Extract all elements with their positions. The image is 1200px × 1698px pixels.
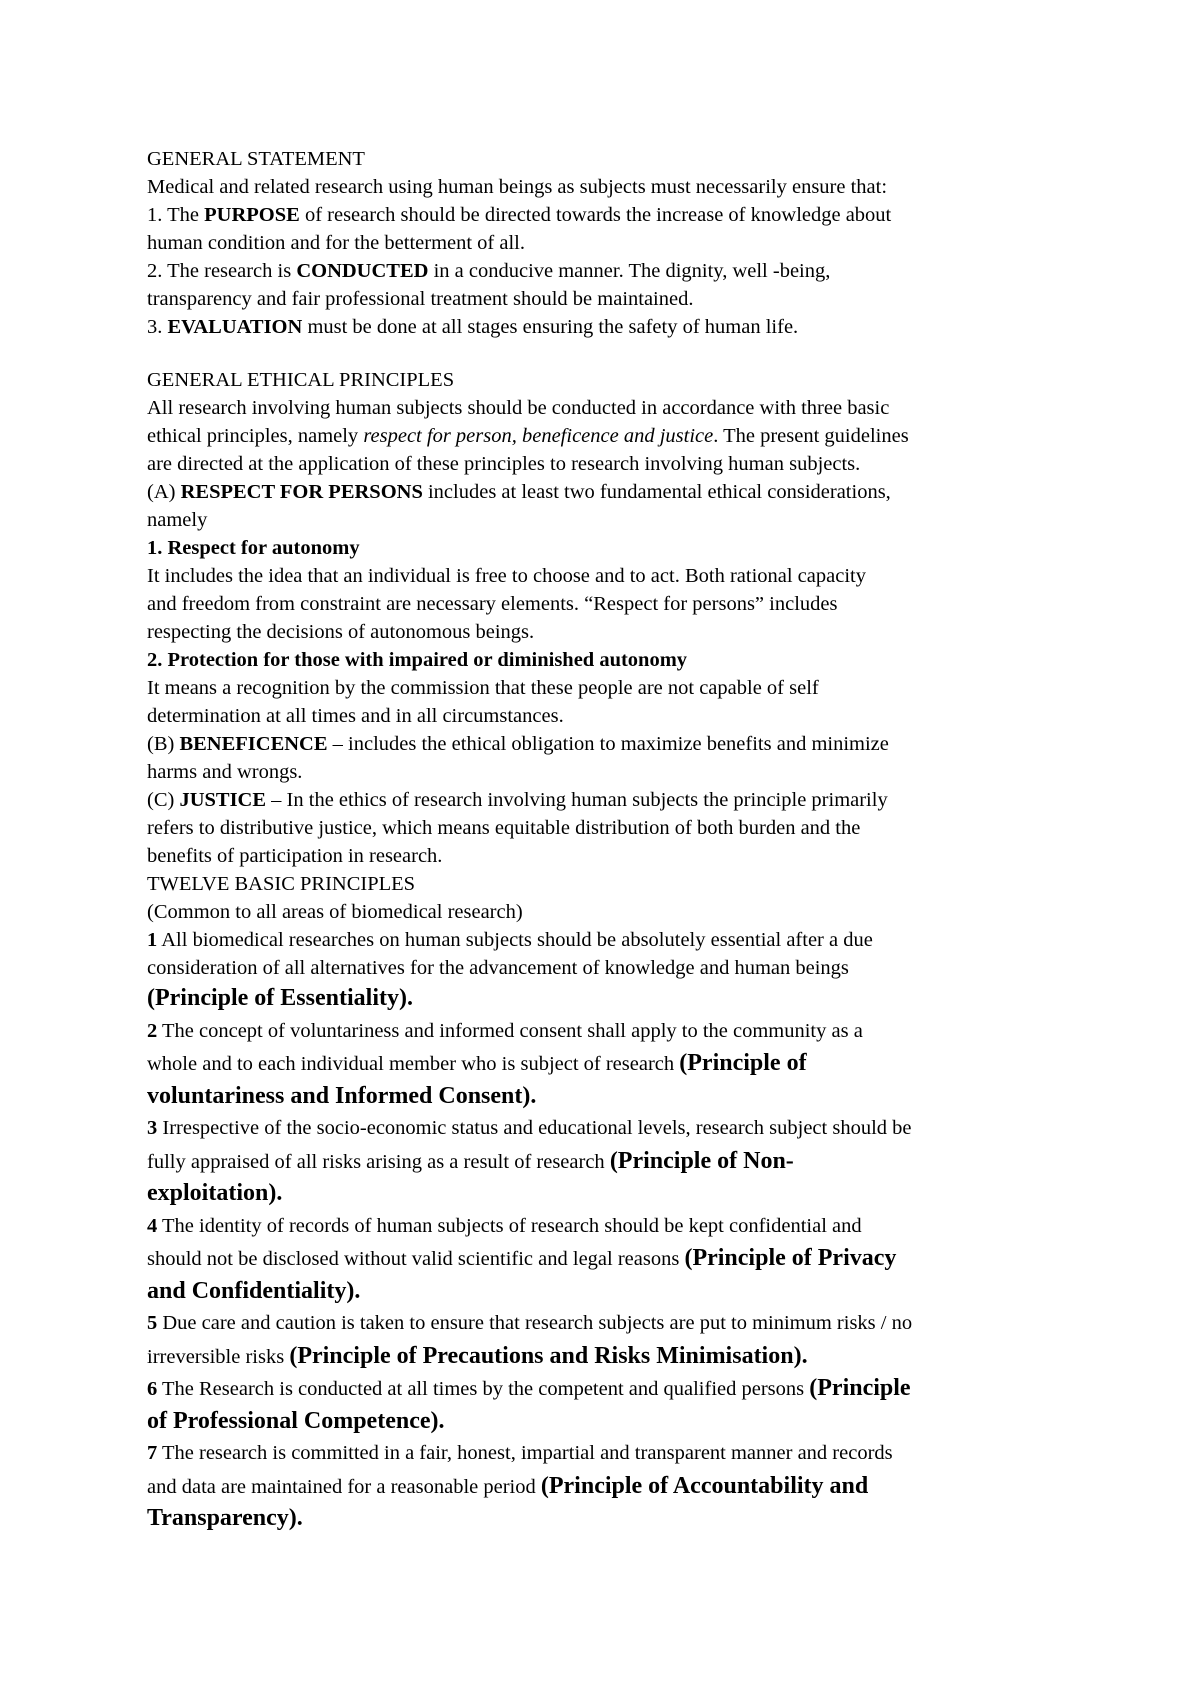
principle-name-line xyxy=(147,1275,1077,1308)
principle-number: 5 xyxy=(147,1312,158,1334)
paragraph-line: benefits of participation in research. xyxy=(147,845,443,867)
text-span: The identity of records of human subjects of research should be kept confidential and xyxy=(157,1214,862,1237)
text-span: 3. xyxy=(147,316,168,338)
principle-item xyxy=(147,1307,1077,1340)
paragraph-line: respecting the decisions of autonomous beings. xyxy=(147,621,535,643)
principle-item xyxy=(147,926,1077,954)
section-heading: TWELVE BASIC PRINCIPLES xyxy=(147,873,416,895)
subsection-heading: 1. Respect for autonomy xyxy=(147,537,360,559)
section-gap xyxy=(147,341,1077,366)
paragraph-line xyxy=(147,422,1077,450)
text-span: must be done at all stages ensuring the safety of human life. xyxy=(302,316,799,338)
principle-item xyxy=(147,1112,1077,1145)
text-span: – In the ethics of research involving human subjects the principle primarily xyxy=(266,789,888,811)
principle-name: (Principle of Essentiality). xyxy=(147,985,413,1011)
text-span: 1. The xyxy=(147,204,205,226)
text-span: (A) xyxy=(147,481,181,503)
principle-name-line xyxy=(147,982,1077,1015)
principle-item xyxy=(147,1437,1077,1470)
section-heading: GENERAL STATEMENT xyxy=(147,148,365,170)
text-span: fully appraised of all risks arising as a result of research xyxy=(147,1150,610,1173)
paragraph-line xyxy=(147,1242,1077,1275)
paragraph-line: All research involving human subjects should be conducted in accordance with three basic xyxy=(147,397,890,419)
key-term: PURPOSE xyxy=(204,204,300,226)
paragraph-line: human condition and for the betterment of all. xyxy=(147,232,525,254)
principle-name: voluntariness and Informed Consent). xyxy=(147,1082,537,1109)
principle-name: and Confidentiality). xyxy=(147,1277,361,1304)
principle-name: (Principle of Accountability and xyxy=(540,1472,869,1499)
principle-item xyxy=(147,1015,1077,1048)
text-span: irreversible risks xyxy=(147,1345,290,1368)
text-span: includes at least two fundamental ethical considerations, xyxy=(422,481,891,503)
list-item xyxy=(147,786,1077,814)
paragraph-line: Medical and related research using human beings as subjects must necessarily ensure that: xyxy=(147,176,888,198)
text-span: The Research is conducted at all times by the competent and qualified persons xyxy=(157,1378,810,1400)
text-span: (C) xyxy=(147,789,180,811)
principle-name: (Principle of Privacy xyxy=(684,1245,897,1271)
text-span: . The present guidelines xyxy=(713,425,909,447)
paragraph-line: harms and wrongs. xyxy=(147,761,303,783)
list-item xyxy=(147,478,1077,506)
text-span: whole and to each individual member who is subject of research xyxy=(147,1053,680,1075)
principle-name: of Professional Competence). xyxy=(147,1407,445,1434)
paragraph-line: namely xyxy=(147,509,208,531)
text-span: Due care and caution is taken to ensure that research subjects are put to minimum risks / no xyxy=(157,1312,913,1334)
text-span: Irrespective of the socio-economic status and educational levels, research subject should be xyxy=(157,1117,912,1139)
principle-name: (Principle xyxy=(809,1375,911,1401)
document-page xyxy=(147,145,1077,1535)
key-term: CONDUCTED xyxy=(296,260,429,282)
principle-name: exploitation). xyxy=(147,1180,283,1206)
list-item xyxy=(147,257,1077,285)
text-span: (B) xyxy=(147,733,180,755)
section-subheading: (Common to all areas of biomedical research) xyxy=(147,901,523,923)
principle-number: 1 xyxy=(147,929,158,951)
key-term: BENEFICENCE xyxy=(179,733,328,755)
text-span: The research is committed in a fair, honest, impartial and transparent manner and records xyxy=(157,1442,893,1464)
text-span: 2. The research is xyxy=(147,260,297,282)
text-span: in a conducive manner. The dignity, well -being, xyxy=(428,260,831,282)
key-term: RESPECT FOR PERSONS xyxy=(180,481,423,503)
subsection-heading: 2. Protection for those with impaired or diminished autonomy xyxy=(147,649,688,671)
principle-item xyxy=(147,1210,1077,1243)
paragraph-line xyxy=(147,1145,1077,1178)
text-span: All biomedical researches on human subjects should be absolutely essential after a due xyxy=(157,929,873,951)
key-term: EVALUATION xyxy=(167,316,303,338)
paragraph-line: are directed at the application of these principles to research involving human subjects. xyxy=(147,453,861,475)
text-span: should not be disclosed without valid scientific and legal reasons xyxy=(147,1248,685,1270)
text-span: ethical principles, namely xyxy=(147,425,364,447)
principle-name-line xyxy=(147,1177,1077,1210)
principle-number: 2 xyxy=(147,1019,158,1042)
principle-name-line xyxy=(147,1080,1077,1113)
principle-name: Transparency). xyxy=(147,1505,303,1531)
list-item xyxy=(147,201,1077,229)
paragraph-line: consideration of all alternatives for the advancement of knowledge and human beings xyxy=(147,957,849,979)
principle-name: (Principle of Precautions and Risks Minimisation). xyxy=(289,1342,808,1369)
principle-number: 6 xyxy=(147,1378,158,1400)
text-span: of research should be directed towards the increase of knowledge about xyxy=(299,204,892,226)
paragraph-line xyxy=(147,1047,1077,1080)
principle-name: (Principle of xyxy=(679,1050,807,1076)
paragraph-line: and freedom from constraint are necessary elements. “Respect for persons” includes xyxy=(147,593,838,615)
text-span: and data are maintained for a reasonable period xyxy=(147,1475,541,1498)
list-item xyxy=(147,730,1077,758)
principle-name-line xyxy=(147,1502,1077,1535)
paragraph-line xyxy=(147,1470,1077,1503)
principle-name: (Principle of Non- xyxy=(609,1147,794,1174)
paragraph-line: transparency and fair professional treatment should be maintained. xyxy=(147,288,694,310)
principle-number: 4 xyxy=(147,1214,158,1237)
principle-number: 3 xyxy=(147,1117,158,1139)
paragraph-line: It includes the idea that an individual is free to choose and to act. Both rational capacity xyxy=(147,565,866,587)
text-span: – includes the ethical obligation to maximize benefits and minimize xyxy=(327,733,889,755)
paragraph-line xyxy=(147,1340,1077,1373)
principle-item xyxy=(147,1372,1077,1405)
italic-term: respect for person, beneficence and justice xyxy=(363,425,714,447)
key-term: JUSTICE xyxy=(179,789,267,811)
paragraph-line: refers to distributive justice, which means equitable distribution of both burden and the xyxy=(147,817,861,839)
text-span: The concept of voluntariness and informed consent shall apply to the community as a xyxy=(157,1019,863,1042)
paragraph-line: It means a recognition by the commission that these people are not capable of self xyxy=(147,677,819,699)
paragraph-line: determination at all times and in all circumstances. xyxy=(147,705,564,727)
section-heading: GENERAL ETHICAL PRINCIPLES xyxy=(147,369,455,391)
list-item xyxy=(147,313,1077,341)
principle-number: 7 xyxy=(147,1442,158,1464)
principle-name-line xyxy=(147,1405,1077,1438)
